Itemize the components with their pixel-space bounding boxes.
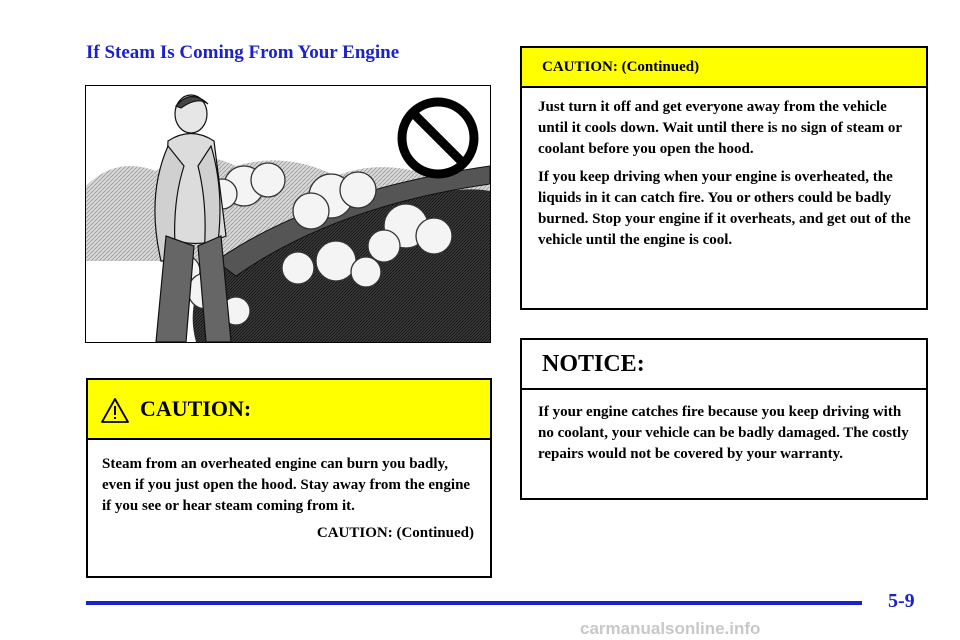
caution-body [88,440,490,544]
watermark: carmanualsonline.info [580,619,761,638]
caution-box [86,378,492,578]
caution-paragraph: If you keep driving when your engine is overheated, the liquids in it can catch fire. You or others could be badly burned. Stop your engine if it overheats, and get out of the vehicle until the engine is cool. [538,169,911,248]
notice-heading: NOTICE: [522,340,926,390]
illustration-drawing [86,86,490,342]
notice-box [520,338,928,500]
no-symbol-icon [402,102,474,174]
caution-continued-body [522,88,926,251]
caution-continued-box [520,46,928,310]
caution-continued-header: CAUTION: (Continued) [522,48,926,88]
notice-body: If your engine catches fire because you keep driving with no coolant, your vehicle can be badly damaged. The costly repairs would not be covered by your warranty. [538,404,909,462]
steam-engine-illustration [85,85,491,343]
caution-continued-label: CAUTION: (Continued) [316,525,474,541]
page-number: 5-9 [888,590,915,612]
caution-text: Steam from an overheated engine can burn you badly, even if you just open the hood. Stay away from the engine if you see or hear steam coming from it. [102,456,471,514]
footer-rule [86,601,862,605]
section-title: If Steam Is Coming From Your Engine [86,42,400,63]
warning-triangle-icon [100,397,130,424]
caution-header [88,380,490,440]
caution-paragraph: Just turn it off and get everyone away from the vehicle until it cools down. Wait until there is no sign of steam or coolant before you open the hood. [538,99,902,157]
caution-heading: CAUTION: [140,396,252,421]
